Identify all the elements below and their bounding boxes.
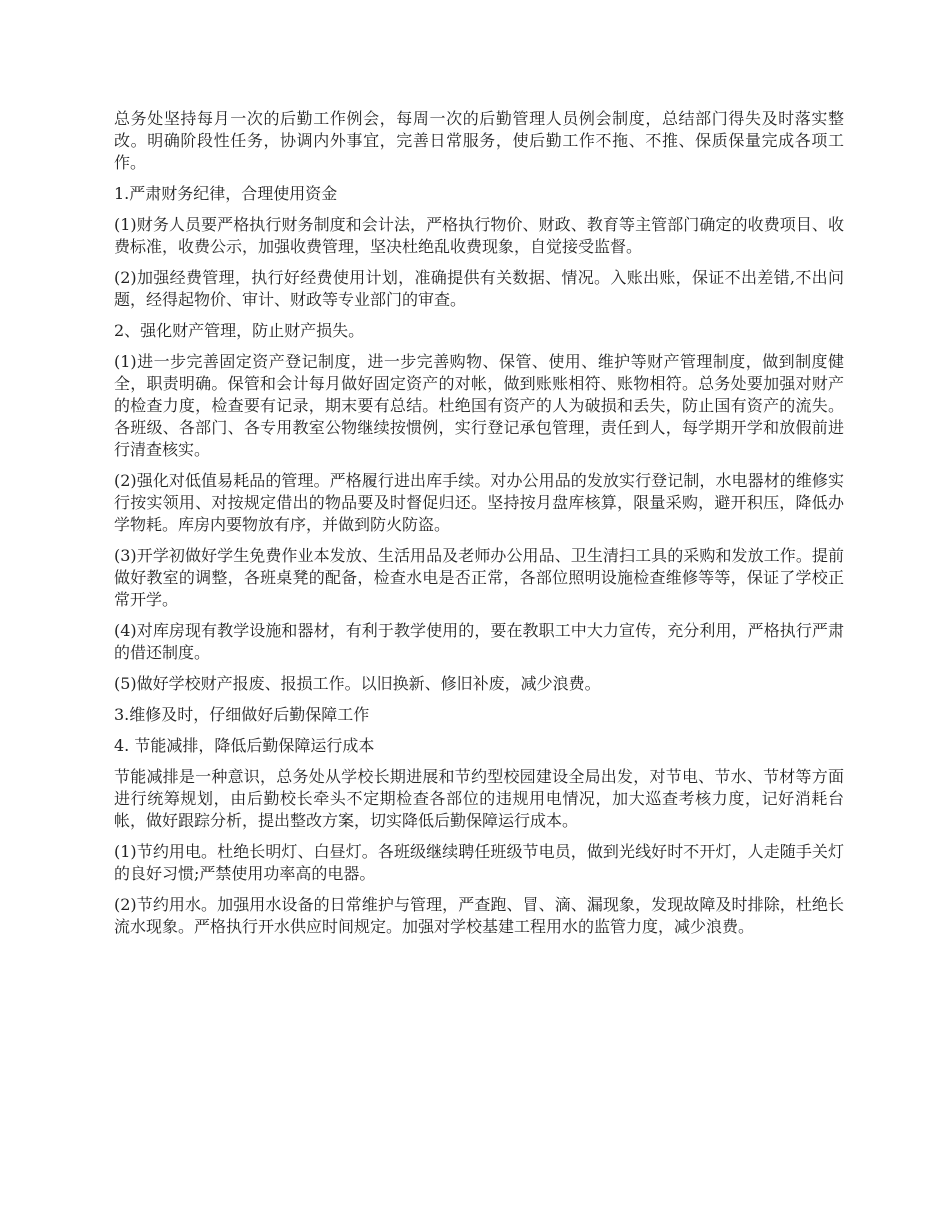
section-3-heading: 3.维修及时，仔细做好后勤保障工作 (114, 705, 370, 724)
section-2-heading: 2、强化财产管理，防止财产损失。 (114, 321, 365, 340)
section-2-item-2: (2)强化对低值易耗品的管理。严格履行进出库手续。对办公用品的发放实行登记制，水电器材的维修实行按实领用、对按规定借出的物品要及时督促归还。坚持按月盘库核算，限量采购，避开积压，降低办学物耗。库房内要物放有序，并做到防火防盗。 (114, 471, 844, 534)
section-1-item-1: (1)财务人员要严格执行财务制度和会计法，严格执行物价、财政、教育等主管部门确定的收费项目、收费标准，收费公示，加强收费管理，坚决杜绝乱收费现象，自觉接受监督。 (114, 215, 844, 256)
section-4-item-1: (1)节约用电。杜绝长明灯、白昼灯。各班级继续聘任班级节电员，做到光线好时不开灯，人走随手关灯的良好习惯;严禁使用功率高的电器。 (114, 842, 844, 883)
section-4-item-2: (2)节约用水。加强用水设备的日常维护与管理，严查跑、冒、滴、漏现象，发现故障及时排除，杜绝长流水现象。严格执行开水供应时间规定。加强对学校基建工程用水的监管力度，减少浪费。 (114, 895, 844, 936)
section-1-item-2: (2)加强经费管理，执行好经费使用计划，准确提供有关数据、情况。入账出账，保证不出差错,不出问题，经得起物价、审计、财政等专业部门的审查。 (114, 268, 844, 309)
section-2-item-3: (3)开学初做好学生免费作业本发放、生活用品及老师办公用品、卫生清扫工具的采购和发放工作。提前做好教室的调整，各班桌凳的配备，检查水电是否正常，各部位照明设施检查维修等等，保证了学校正常开学。 (114, 546, 844, 609)
document-body (114, 108, 844, 947)
section-1-heading: 1.严肃财务纪律，合理使用资金 (114, 184, 338, 203)
section-4-heading: 4. 节能减排，降低后勤保障运行成本 (114, 736, 375, 755)
section-4-intro: 节能减排是一种意识，总务处从学校长期进展和节约型校园建设全局出发，对节电、节水、节材等方面进行统筹规划，由后勤校长牵头不定期检查各部位的违规用电情况，加大巡查考核力度，记好消耗台帐，做好跟踪分析，提出整改方案，切实降低后勤保障运行成本。 (114, 767, 844, 830)
section-2-item-4: (4)对库房现有教学设施和器材，有利于教学使用的，要在教职工中大力宣传，充分利用，严格执行严肃的借还制度。 (114, 621, 844, 662)
section-2-item-1: (1)进一步完善固定资产登记制度，进一步完善购物、保管、使用、维护等财产管理制度，做到制度健全，职责明确。保管和会计每月做好固定资产的对帐，做到账账相符、账物相符。总务处要加强对财产的检查力度，检查要有记录，期末要有总结。杜绝国有资产的人为破损和丢失，防止国有资产的流失。各班级、各部门、各专用教室公物继续按惯例，实行登记承包管理，责任到人，每学期开学和放假前进行清查核实。 (114, 352, 844, 459)
section-2-item-5: (5)做好学校财产报废、报损工作。以旧换新、修旧补废，减少浪费。 (114, 674, 601, 693)
intro-paragraph: 总务处坚持每月一次的后勤工作例会，每周一次的后勤管理人员例会制度，总结部门得失及时落实整改。明确阶段性任务，协调内外事宜，完善日常服务，使后勤工作不拖、不推、保质保量完成各项工作。 (114, 109, 844, 172)
